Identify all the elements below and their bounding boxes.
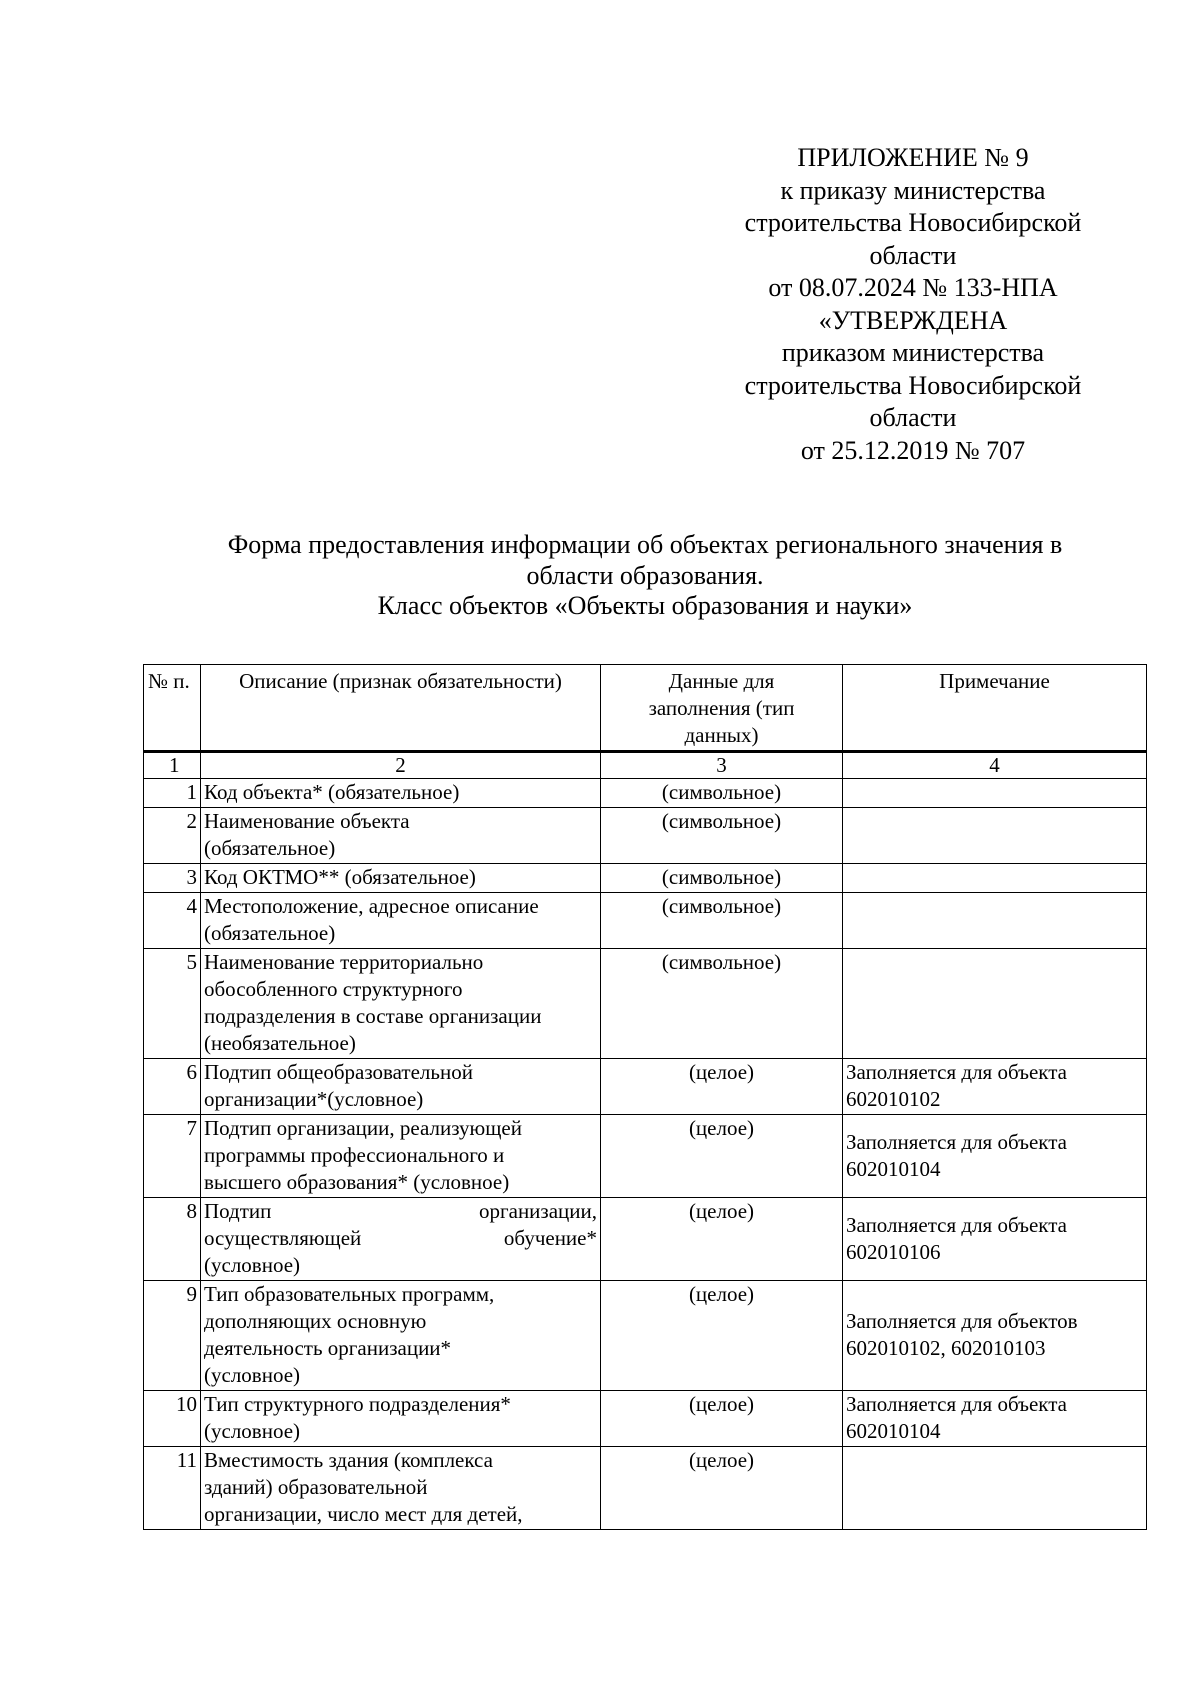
row-description-line: Код объекта* (обязательное) — [204, 780, 460, 804]
row-note — [843, 1447, 1147, 1530]
form-title-line: области образования. — [526, 560, 764, 590]
appendix-line: области — [869, 240, 957, 270]
row-note — [843, 1281, 1147, 1391]
table-row — [144, 1198, 1147, 1281]
row-data-type: (символьное) — [601, 779, 843, 808]
row-note-line: 602010102 — [846, 1087, 941, 1111]
appendix-line: области — [869, 403, 957, 432]
table-header-row — [144, 665, 1147, 752]
row-description — [201, 779, 601, 808]
row-description-line: (условное) — [204, 1363, 301, 1387]
row-note-line: Заполняется для объекта — [846, 1392, 1067, 1416]
row-description-line: (обязательное) — [204, 836, 336, 860]
row-note — [843, 1115, 1147, 1198]
row-description-line: (условное) — [204, 1419, 301, 1443]
row-note — [843, 1391, 1147, 1447]
row-data-type: (символьное) — [601, 893, 843, 949]
table-row — [144, 1391, 1147, 1447]
row-note-line: Заполняется для объекта — [846, 1212, 1067, 1237]
header-data-type-line: заполнения (тип — [648, 696, 795, 720]
row-description — [201, 1115, 601, 1198]
row-description-line: (необязательное) — [204, 1031, 356, 1055]
appendix-line: строительства Новосибирской — [744, 208, 1082, 237]
row-number: 2 — [144, 808, 201, 864]
row-data-type: (целое) — [601, 1198, 843, 1281]
appendix-line: к приказу министерства — [780, 175, 1046, 205]
header-data-type — [601, 665, 843, 752]
row-number: 4 — [144, 893, 201, 949]
column-number: 4 — [843, 753, 1147, 779]
table-row — [144, 779, 1147, 808]
row-number: 11 — [144, 1447, 201, 1530]
appendix-line: от 08.07.2024 № 133-НПА — [768, 273, 1058, 302]
appendix-line: от 25.12.2019 № 707 — [800, 435, 1026, 465]
row-note-line: Заполняется для объекта — [846, 1060, 1067, 1084]
row-note — [843, 779, 1147, 808]
row-note — [843, 949, 1147, 1059]
row-description-line: Подтип общеобразовательной — [204, 1060, 473, 1084]
row-description-line: Вместимость здания (комплекса — [204, 1448, 493, 1472]
table-row — [144, 864, 1147, 893]
appendix-line: приказом министерства — [781, 338, 1045, 367]
table-row — [144, 1447, 1147, 1530]
attributes-table — [143, 664, 1147, 1530]
row-description-line: Подтип организации, — [204, 1199, 597, 1223]
header-data-type-line: данных) — [684, 723, 759, 747]
table-row — [144, 949, 1147, 1059]
appendix-line: ПРИЛОЖЕНИЕ № 9 — [797, 143, 1029, 172]
row-note — [843, 864, 1147, 893]
column-number-row — [144, 753, 1147, 779]
row-description-line: Наименование территориально — [204, 950, 484, 974]
row-number: 7 — [144, 1115, 201, 1198]
appendix-line: строительства Новосибирской — [744, 370, 1082, 400]
row-number: 6 — [144, 1059, 201, 1115]
row-data-type: (целое) — [601, 1447, 843, 1530]
row-data-type: (целое) — [601, 1391, 843, 1447]
table-row — [144, 808, 1147, 864]
row-data-type: (целое) — [601, 1115, 843, 1198]
table-row — [144, 1059, 1147, 1115]
row-description-line: осуществляющей обучение* — [204, 1226, 597, 1250]
row-description — [201, 1447, 601, 1530]
row-description-line: Тип образовательных программ, — [204, 1282, 495, 1306]
row-number: 5 — [144, 949, 201, 1059]
column-number: 2 — [201, 753, 601, 779]
row-data-type: (целое) — [601, 1281, 843, 1391]
row-description — [201, 808, 601, 864]
row-description-line: (обязательное) — [204, 921, 336, 945]
row-note-line: 602010106 — [846, 1239, 941, 1264]
header-data-type-line: Данные для — [668, 669, 775, 693]
row-note-line: 602010102, 602010103 — [846, 1336, 1046, 1360]
row-number: 9 — [144, 1281, 201, 1391]
row-description-line: (условное) — [204, 1253, 301, 1277]
form-title — [140, 530, 1150, 622]
row-description-line: Подтип организации, реализующей — [204, 1116, 522, 1140]
row-description-line: организации*(условное) — [204, 1087, 424, 1111]
table-body — [144, 779, 1147, 1530]
row-description-line: Код ОКТМО** (обязательное) — [204, 865, 476, 889]
row-number: 3 — [144, 864, 201, 893]
row-description-line: высшего образования* (условное) — [204, 1170, 510, 1194]
header-note: Примечание — [843, 665, 1147, 752]
row-description-line: Наименование объекта — [204, 809, 410, 833]
row-note-line: 602010104 — [846, 1156, 941, 1181]
row-description-line: Местоположение, адресное описание — [204, 894, 539, 918]
row-note-line: Заполняется для объекта — [846, 1129, 1067, 1154]
table-row — [144, 1115, 1147, 1198]
column-number: 3 — [601, 753, 843, 779]
row-description-line: программы профессионального и — [204, 1143, 505, 1167]
header-num: № п. — [144, 665, 201, 752]
form-title-line: Класс объектов «Объекты образования и науки» — [377, 591, 913, 620]
row-number: 1 — [144, 779, 201, 808]
table-row — [144, 893, 1147, 949]
row-note — [843, 1198, 1147, 1281]
header-description: Описание (признак обязательности) — [201, 665, 601, 752]
table-row — [144, 1281, 1147, 1391]
row-note — [843, 1059, 1147, 1115]
row-note — [843, 893, 1147, 949]
row-description-line: организации, число мест для детей, — [204, 1502, 523, 1526]
row-description — [201, 1281, 601, 1391]
row-description — [201, 949, 601, 1059]
row-description — [201, 1059, 601, 1115]
row-description — [201, 1391, 601, 1447]
row-description — [201, 893, 601, 949]
row-note — [843, 808, 1147, 864]
row-description-line: зданий) образовательной — [204, 1475, 428, 1499]
appendix-line: «УТВЕРЖДЕНА — [818, 305, 1008, 335]
row-description-line: деятельность организации* — [204, 1336, 452, 1360]
row-note-line: Заполняется для объектов — [846, 1309, 1078, 1333]
row-data-type: (символьное) — [601, 949, 843, 1059]
row-number: 10 — [144, 1391, 201, 1447]
row-data-type: (целое) — [601, 1059, 843, 1115]
column-number: 1 — [144, 753, 201, 779]
row-note-line: 602010104 — [846, 1419, 941, 1443]
row-data-type: (символьное) — [601, 864, 843, 893]
row-description-line: дополняющих основную — [204, 1309, 427, 1333]
row-description-line: подразделения в составе организации — [204, 1004, 542, 1028]
form-title-line: Форма предоставления информации об объектах регионального значения в — [227, 530, 1063, 559]
row-description — [201, 864, 601, 893]
row-data-type: (символьное) — [601, 808, 843, 864]
row-description-line: обособленного структурного — [204, 977, 463, 1001]
row-description-line: Тип структурного подразделения* — [204, 1392, 511, 1416]
row-description — [201, 1198, 601, 1281]
appendix-block — [728, 142, 1098, 467]
row-number: 8 — [144, 1198, 201, 1281]
